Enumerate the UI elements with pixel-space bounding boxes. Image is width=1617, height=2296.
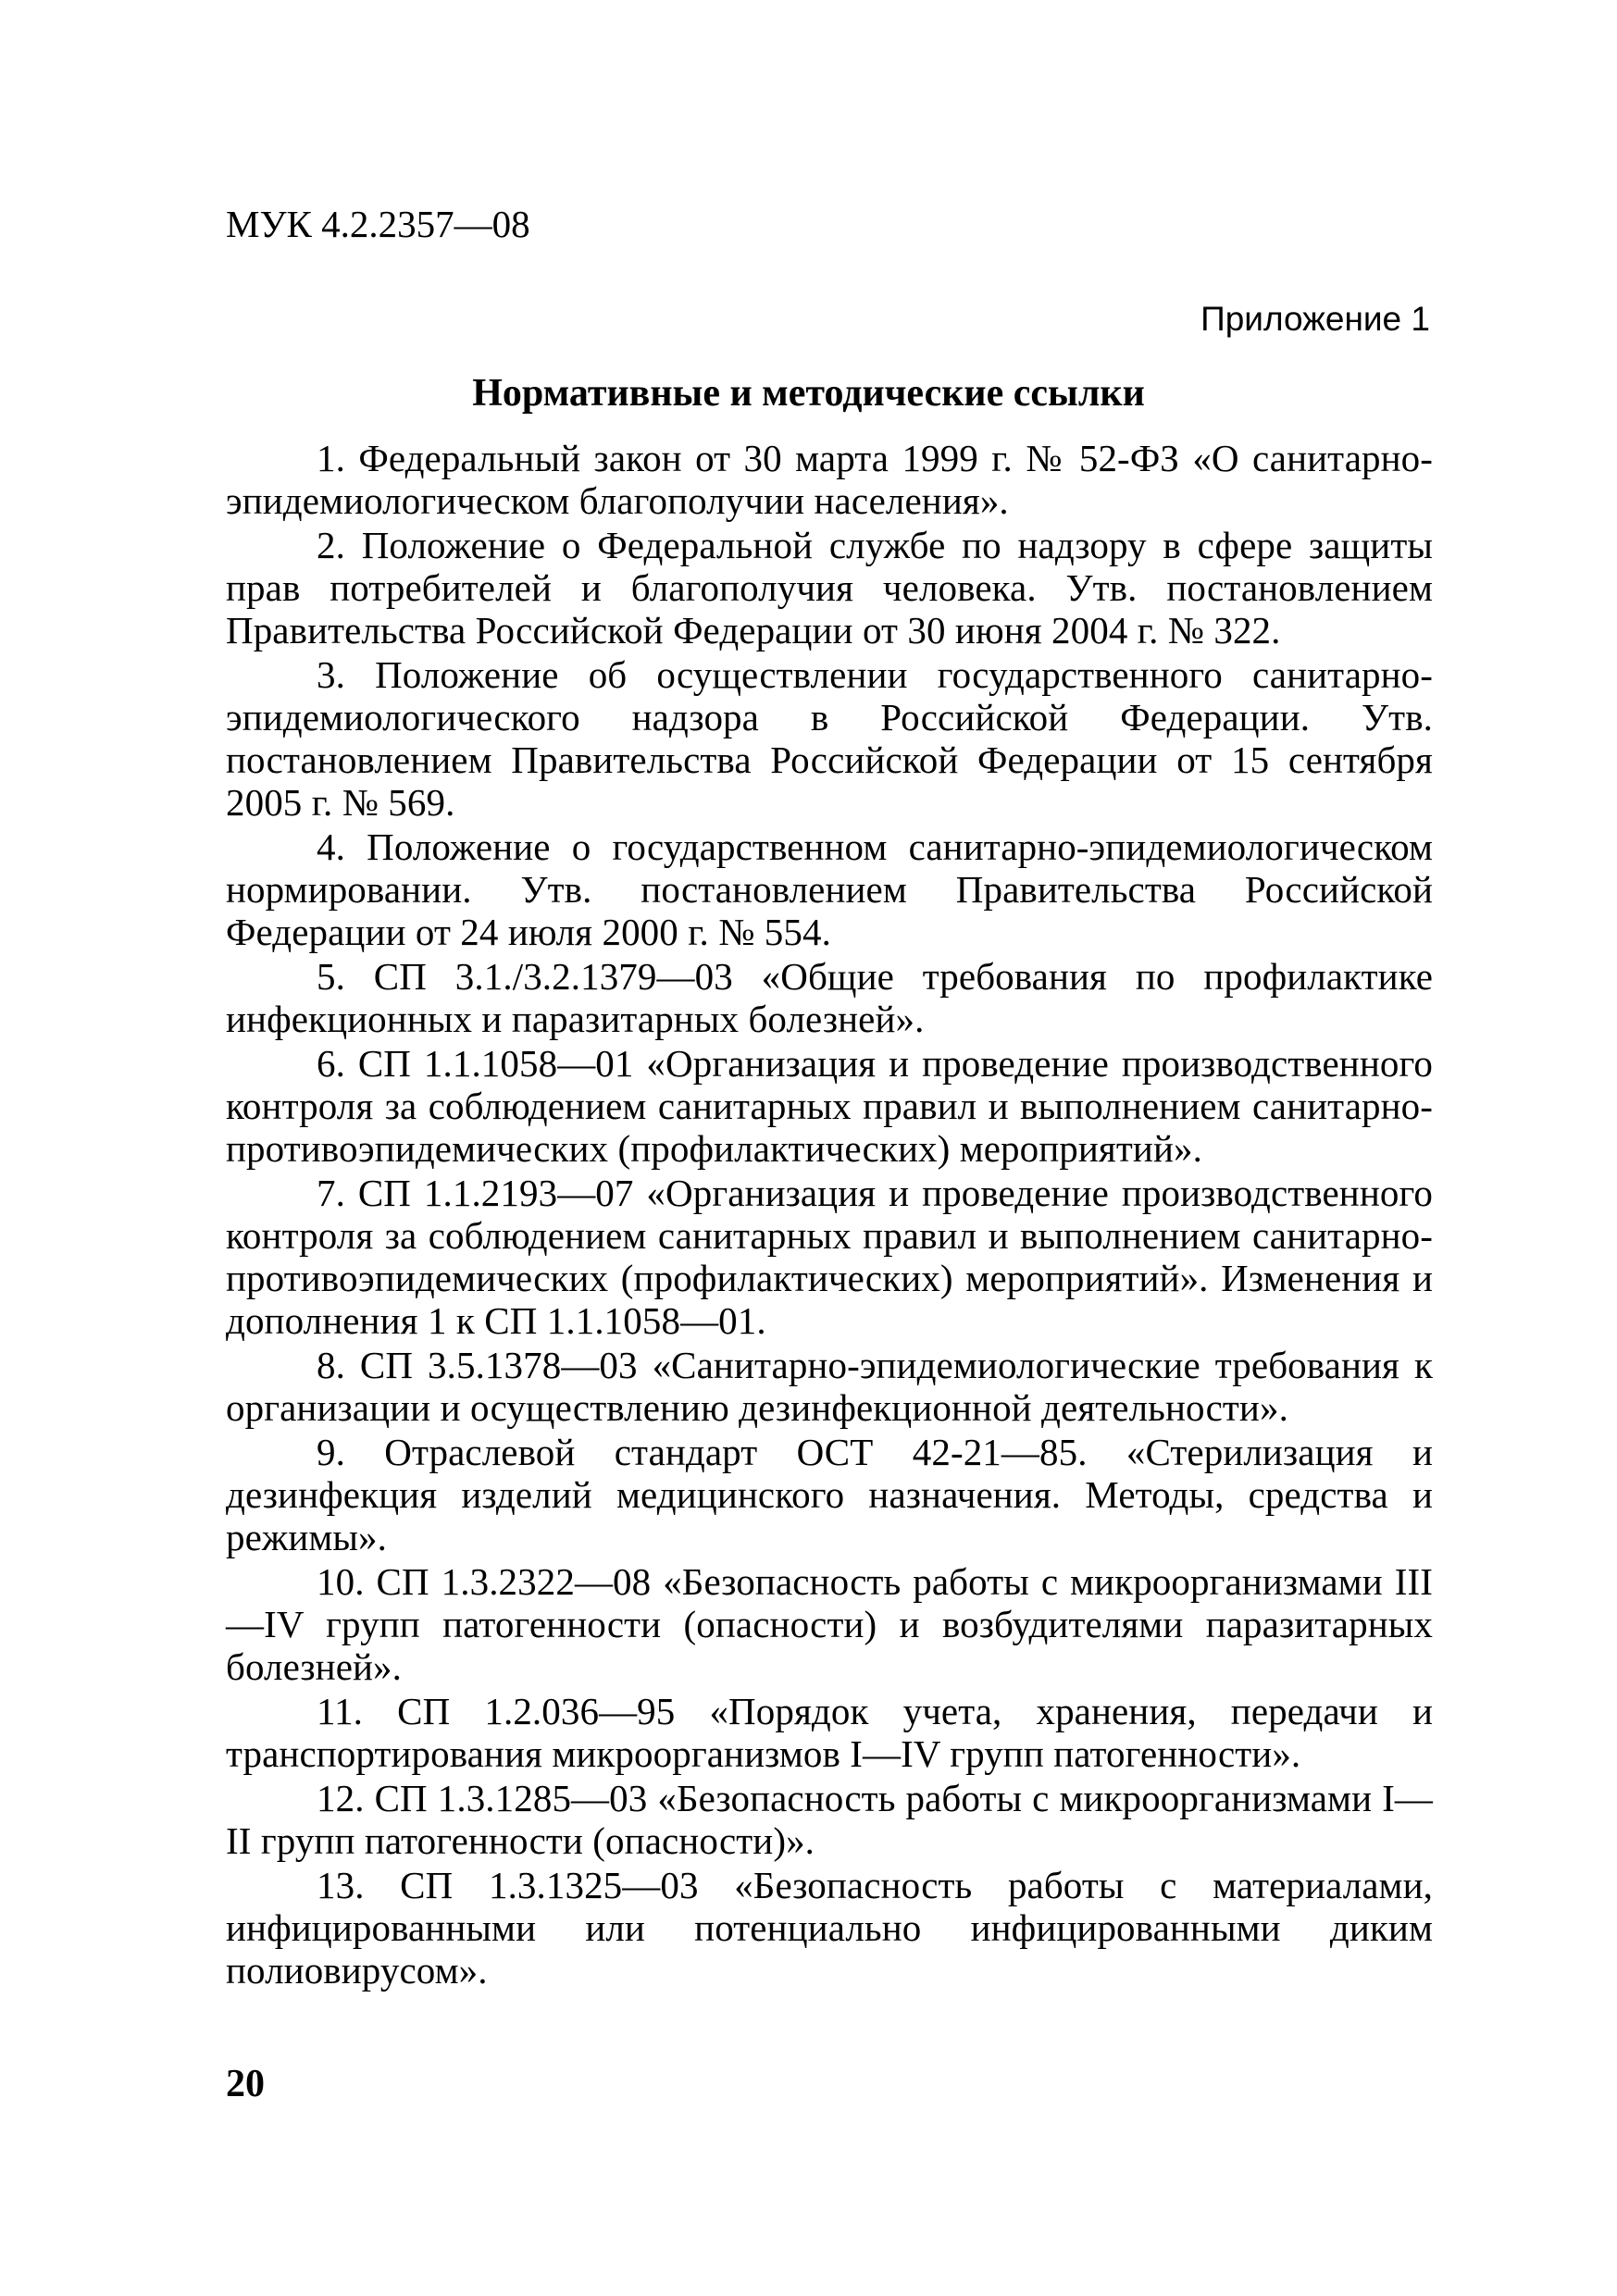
reference-item: 8. СП 3.5.1378—03 «Санитарно-эпидемиологические требования к организации и осуществлению дезинфекционной деятельности». xyxy=(226,1344,1433,1429)
page-number: 20 xyxy=(226,2063,265,2105)
references-list xyxy=(226,437,1433,1993)
reference-item: 10. СП 1.3.2322—08 «Безопасность работы с микроорганизмами III—IV групп патогенности (опасности) и возбудителями паразитарных болезней». xyxy=(226,1560,1433,1688)
reference-item: 4. Положение о государственном санитарно-эпидемиологическом нормировании. Утв. постановлением Правительства Российской Федерации от 24 июля 2000 г. № 554. xyxy=(226,825,1433,953)
section-title: Нормативные и методические ссылки xyxy=(472,372,1145,415)
reference-item: 2. Положение о Федеральной службе по надзору в сфере защиты прав потребителей и благополучия человека. Утв. постановлением Правительства Российской Федерации от 30 июня 2004 г. № 322. xyxy=(226,524,1433,652)
reference-item: 1. Федеральный закон от 30 марта 1999 г. № 52-ФЗ «О санитарно-эпидемиологическом благополучии населения». xyxy=(226,437,1433,522)
reference-item: 9. Отраслевой стандарт ОСТ 42-21—85. «Стерилизация и дезинфекция изделий медицинского назначения. Методы, средства и режимы». xyxy=(226,1431,1433,1558)
reference-item: 6. СП 1.1.1058—01 «Организация и проведение производственного контроля за соблюдением санитарных правил и выполнением санитарно-противоэпидемических (профилактических) мероприятий». xyxy=(226,1042,1433,1170)
document-code: МУК 4.2.2357—08 xyxy=(226,203,530,245)
reference-item: 5. СП 3.1./3.2.1379—03 «Общие требования по профилактике инфекционных и паразитарных болезней». xyxy=(226,955,1433,1040)
reference-item: 3. Положение об осуществлении государственного санитарно-эпидемиологического надзора в Российской Федерации. Утв. постановлением Правительства Российской Федерации от 15 сентября 2005 г. № 569. xyxy=(226,653,1433,824)
appendix-label: Приложение 1 xyxy=(1200,300,1430,338)
reference-item: 12. СП 1.3.1285—03 «Безопасность работы с микроорганизмами I—II групп патогенности (опасности)». xyxy=(226,1777,1433,1862)
reference-item: 13. СП 1.3.1325—03 «Безопасность работы с материалами, инфицированными или потенциально инфицированными диким полиовирусом». xyxy=(226,1864,1433,1992)
reference-item: 11. СП 1.2.036—95 «Порядок учета, хранения, передачи и транспортирования микроорганизмов I—IV групп патогенности». xyxy=(226,1690,1433,1775)
reference-item: 7. СП 1.1.2193—07 «Организация и проведение производственного контроля за соблюдением санитарных правил и выполнением санитарно-противоэпидемических (профилактических) мероприятий». Изменения и дополнения 1 к СП 1.1.1058—01. xyxy=(226,1172,1433,1342)
